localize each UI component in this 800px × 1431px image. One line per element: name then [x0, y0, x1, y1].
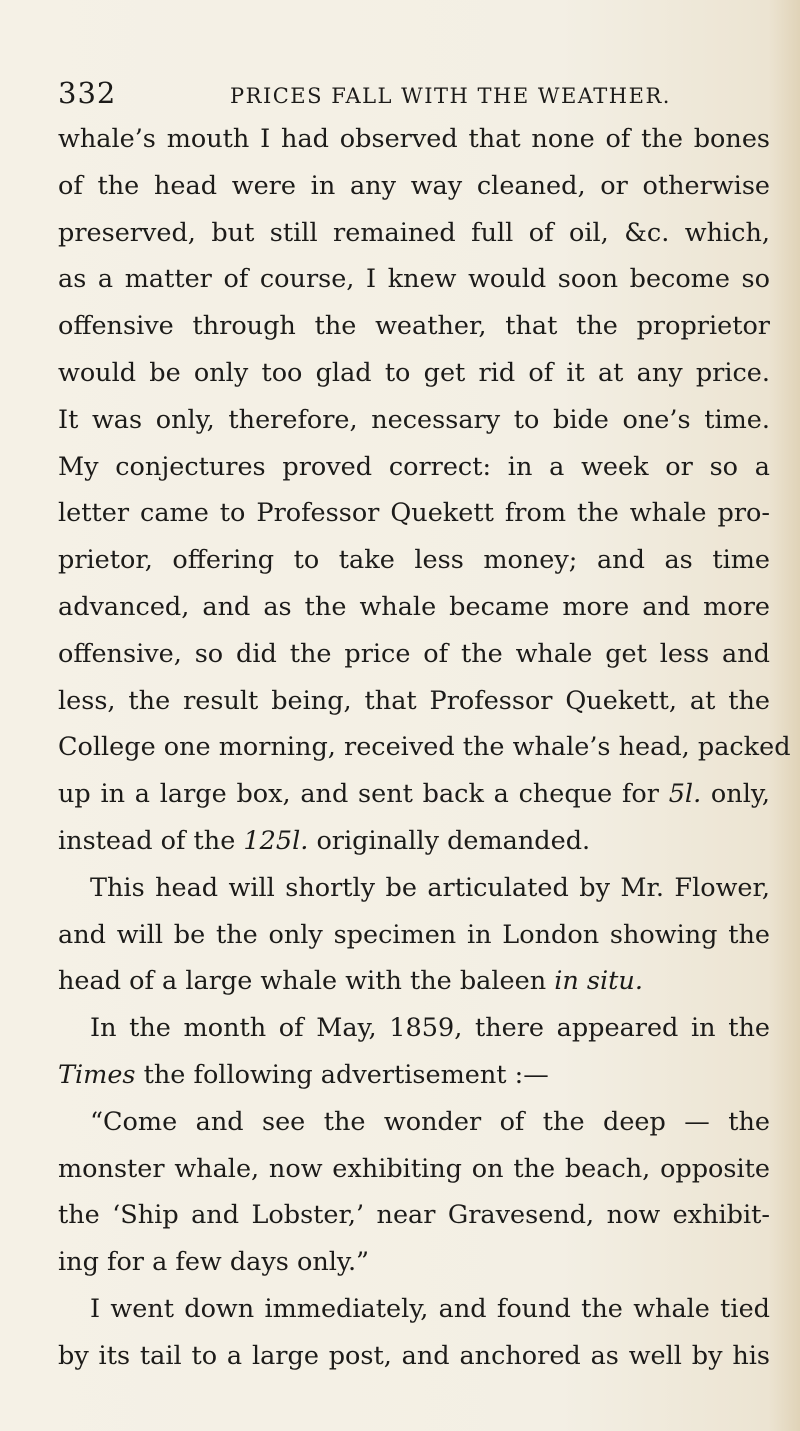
text-italic: 5l.	[668, 779, 702, 810]
text-line: preserved, but still remained full of oil, &c. which,	[58, 217, 770, 248]
text-line: would be only too glad to get rid of it at any price.	[58, 357, 770, 388]
text-line	[58, 818, 770, 865]
text-line: advanced, and as the whale became more and more	[58, 591, 770, 622]
text-span: instead of the	[58, 825, 244, 856]
page-header	[58, 76, 748, 116]
text-line: My conjectures proved correct: in a week or so a	[58, 451, 770, 482]
text-span: only,	[701, 779, 770, 810]
text-line: monster whale, now exhibiting on the beach, opposite	[58, 1153, 770, 1184]
text-italic: in situ.	[554, 966, 643, 997]
text-line: letter came to Professor Quekett from the whale pro-	[58, 498, 770, 529]
running-head: PRICES FALL WITH THE WEATHER.	[230, 84, 671, 108]
text-line	[58, 958, 770, 1005]
text-line: I went down immediately, and found the whale tied	[90, 1293, 770, 1324]
text-line: offensive through the weather, that the proprietor	[58, 311, 770, 342]
page-number: 332	[58, 76, 117, 110]
text-span: up in a large box, and sent back a cheque for	[58, 779, 669, 810]
text-span: originally demanded.	[308, 825, 591, 856]
text-line: and will be the only specimen in London showing the	[58, 919, 770, 950]
text-line: prietor, offering to take less money; and as time	[58, 545, 770, 576]
text-line: ing for a few days only.”	[58, 1247, 370, 1278]
text-line: offensive, so did the price of the whale get less and	[58, 638, 770, 669]
text-line: In the month of May, 1859, there appeared in the	[90, 1013, 770, 1044]
text-line: by its tail to a large post, and anchored as well by his	[58, 1340, 770, 1371]
text-line: It was only, therefore, necessary to bide one’s time.	[58, 404, 770, 435]
text-line: College one morning, received the whale’s head, packed	[58, 732, 791, 763]
body-text	[58, 116, 791, 1380]
text-line: This head will shortly be articulated by Mr. Flower,	[90, 872, 770, 903]
text-span: the following advertisement :—	[135, 1059, 549, 1090]
text-line: the ‘Ship and Lobster,’ near Gravesend, now exhibit-	[58, 1200, 770, 1231]
text-line: less, the result being, that Professor Quekett, at the	[58, 685, 770, 716]
text-line: as a matter of course, I knew would soon become so	[58, 264, 770, 295]
text-italic: Times	[58, 1059, 136, 1090]
text-line: “Come and see the wonder of the deep — the	[90, 1106, 770, 1137]
text-span: head of a large whale with the baleen	[58, 966, 555, 997]
text-line: whale’s mouth I had observed that none of the bones	[58, 124, 770, 154]
text-line: of the head were in any way cleaned, or otherwise	[58, 170, 770, 201]
text-line	[58, 1052, 770, 1099]
text-italic: 125l.	[243, 825, 309, 856]
text-line	[58, 771, 770, 818]
